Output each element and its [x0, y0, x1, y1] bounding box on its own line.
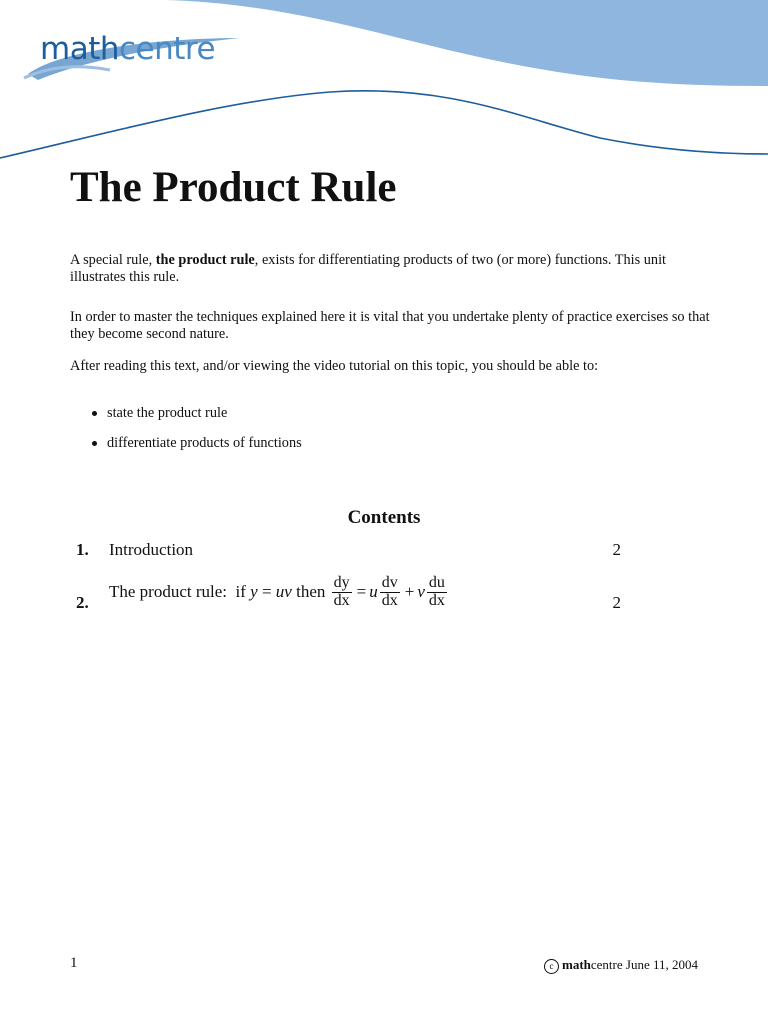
page-title: The Product Rule: [70, 164, 397, 211]
toc-number: 1.: [76, 540, 89, 559]
toc-row-introduction[interactable]: [76, 540, 621, 564]
intro-bold: the product rule: [155, 252, 255, 268]
footer-page-number: 1: [70, 955, 78, 971]
fraction-du-dx: [427, 575, 447, 610]
logo-centre-text: centre: [119, 31, 216, 67]
intro-paragraph: [70, 252, 710, 286]
intro-post: , exists for differentiating products of two (or more) functions. This unit illustrates this rule.: [70, 252, 667, 285]
logo-math-text: math: [40, 31, 119, 67]
fraction-numerator: dv: [381, 573, 398, 591]
table-of-contents: [76, 540, 621, 616]
toc-label-text: The product rule: if: [109, 582, 251, 601]
logo-wordmark: [40, 31, 216, 67]
footer-brand-bold: math: [561, 957, 591, 972]
toc-row-product-rule[interactable]: [76, 568, 621, 616]
objective-text: differentiate products of functions: [107, 435, 302, 451]
objectives-intro: After reading this text, and/or viewing the video tutorial on this topic, you should be able to:: [70, 358, 599, 374]
footer-copyright: [544, 957, 698, 974]
toc-number: 2.: [76, 593, 89, 612]
fraction-numerator: du: [428, 573, 445, 591]
math-equals: =: [257, 582, 276, 601]
copyright-icon: c: [544, 959, 559, 974]
toc-page-number: 2: [612, 593, 621, 612]
objectives-list: [92, 405, 302, 465]
math-then: then: [291, 582, 330, 601]
math-uv: uv: [275, 582, 292, 601]
toc-page-number: 2: [612, 540, 621, 559]
fraction-numerator: dy: [333, 573, 350, 591]
math-equals: =: [356, 582, 367, 601]
math-y: y: [250, 582, 258, 601]
fraction-denominator: dx: [333, 591, 350, 609]
fraction-dv-dx: [380, 575, 400, 610]
math-v: v: [417, 582, 425, 601]
bullet-icon: [92, 411, 97, 416]
objective-text: state the product rule: [107, 405, 228, 421]
list-item: [92, 435, 302, 452]
footer-date: June 11, 2004: [625, 957, 698, 972]
toc-label[interactable]: [109, 568, 449, 616]
bullet-icon: [92, 441, 97, 446]
footer-brand-rest: centre: [590, 957, 623, 972]
fraction-denominator: dx: [428, 591, 445, 609]
toc-label[interactable]: Introduction: [109, 540, 194, 559]
fraction-dy-dx: [332, 575, 352, 610]
intro-pre: A special rule,: [70, 252, 156, 268]
practice-paragraph: In order to master the techniques explained here it is vital that you undertake plenty of practice exercises so that they become second nature.: [70, 309, 710, 342]
math-plus: +: [404, 582, 415, 601]
list-item: [92, 405, 302, 422]
fraction-denominator: dx: [381, 591, 398, 609]
math-u: u: [369, 582, 378, 601]
contents-heading: Contents: [347, 507, 421, 528]
